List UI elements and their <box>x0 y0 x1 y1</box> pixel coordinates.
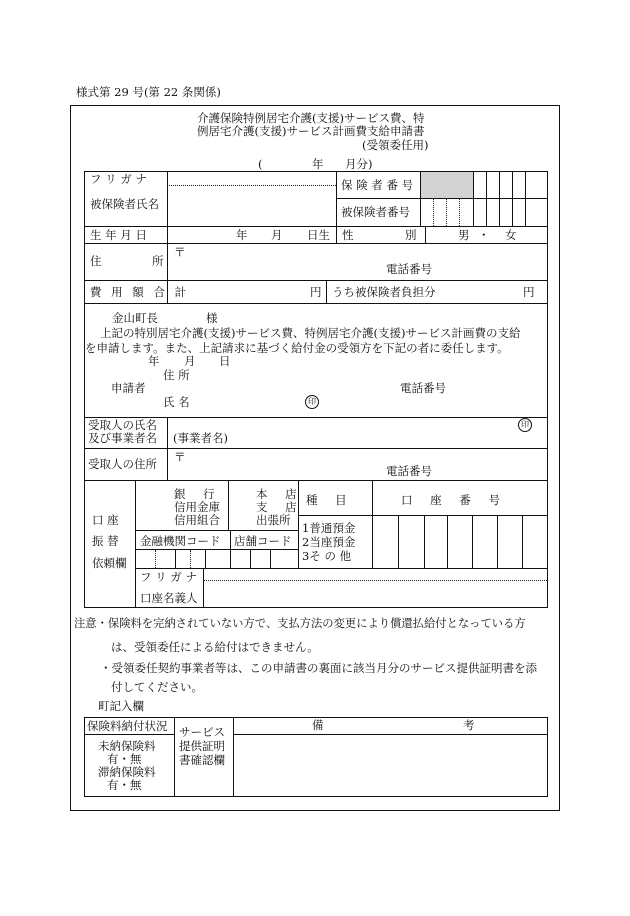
postal-mark: 〒 <box>174 245 186 259</box>
recipient-seal: 印 <box>518 418 532 432</box>
form-title-line1: 介護保険特例居宅介護(支援)サービス費、特 <box>197 111 425 125</box>
applicant-name-label: 氏 名 <box>163 395 190 409</box>
unpaid-premium-label: 未納保険料 <box>98 739 156 753</box>
recipient-phone-label: 電話番号 <box>386 464 432 478</box>
request-month: 月 <box>184 354 196 368</box>
branch-type-shutchojo: 出張所 <box>256 513 291 527</box>
table-line <box>135 549 298 550</box>
remarks-label-b: 考 <box>463 718 475 732</box>
form-title-line3: (受領委任用) <box>362 138 429 152</box>
table-line <box>547 717 548 797</box>
table-line <box>84 171 548 172</box>
table-line <box>135 530 298 531</box>
number-box-dotted <box>433 199 434 226</box>
account-box-line <box>398 515 399 568</box>
period-year: 年 <box>312 157 324 171</box>
frame-right <box>559 105 560 811</box>
service-cert-label-1: サービス <box>179 725 225 739</box>
table-line <box>84 448 548 449</box>
table-line <box>84 303 548 304</box>
note-1b: は、受領委任による給付はできません。 <box>111 640 319 654</box>
yen-1: 円 <box>310 285 322 299</box>
account-holder-label: 口座名義人 <box>140 591 198 605</box>
table-line <box>84 171 85 304</box>
period-open: ( <box>258 157 263 171</box>
code-dotted <box>155 550 156 568</box>
cost-total-label: 費 用 額 合 計 <box>90 285 190 299</box>
birth-day: 日生 <box>307 228 330 242</box>
table-line <box>203 568 204 608</box>
bank-label-3: 依頼欄 <box>92 556 127 570</box>
office-heading: 町記入欄 <box>98 699 144 713</box>
insured-name-label: 被保険者氏名 <box>90 197 159 211</box>
addressee: 金山町長 <box>112 311 158 325</box>
table-line <box>135 480 136 608</box>
table-line <box>84 243 548 244</box>
insurer-no-label: 保 険 者 番 号 <box>341 178 414 192</box>
table-line <box>174 717 175 797</box>
frame-bottom <box>70 810 560 811</box>
number-box-line <box>499 171 500 227</box>
recipient-postal-mark: 〒 <box>174 450 186 464</box>
bank-type-bank: 銀 行 <box>174 487 222 501</box>
bank-label-1: 口 座 <box>92 513 119 527</box>
form-number: 様式第 29 号(第 22 条関係) <box>76 85 221 99</box>
deposit-type-label: 種 目 <box>306 493 354 507</box>
table-line <box>270 549 271 568</box>
self-pay-label: うち被保険者負担分 <box>332 285 436 299</box>
service-cert-label-2: 提供証明 <box>179 739 225 753</box>
number-box-line <box>486 171 487 227</box>
account-box-line <box>522 515 523 568</box>
insurer-box-shaded <box>421 172 473 198</box>
note-2b: 付してください。 <box>111 680 203 694</box>
table-line <box>84 280 548 281</box>
furigana-divider <box>167 185 336 186</box>
furigana-label: フ リ ガ ナ <box>90 172 147 186</box>
table-line <box>233 717 234 797</box>
number-box-line <box>525 171 526 227</box>
yen-2: 円 <box>523 285 535 299</box>
table-line <box>84 717 85 797</box>
account-box-line <box>447 515 448 568</box>
table-line <box>84 417 85 481</box>
applicant-label: 申請者 <box>111 381 146 395</box>
table-line <box>84 734 174 735</box>
table-line <box>84 480 85 608</box>
birth-month: 月 <box>271 228 283 242</box>
sex-label: 性 <box>342 228 354 242</box>
table-line <box>326 280 327 304</box>
table-line <box>372 480 373 568</box>
account-box-line <box>497 515 498 568</box>
applicant-address-label: 住 所 <box>163 368 190 382</box>
payment-status-label: 保険料納付状況 <box>87 719 168 733</box>
sex-label2: 別 <box>405 228 417 242</box>
note-2a: ・受領委任契約事業者等は、この申請書の裏面に該当月分のサービス提供証明書を添 <box>100 661 537 675</box>
form-title-line2: 例居宅介護(支援)サービス計画費支給申請書 <box>197 124 425 138</box>
table-line <box>336 171 337 244</box>
note-1a: 注意・保険料を完納されていない方で、支払方法の変更により償還払給付となっている方 <box>74 617 526 630</box>
applicant-seal: 印 <box>305 395 319 409</box>
account-number-label: 口 座 番 号 <box>401 493 507 507</box>
number-box-line <box>512 171 513 227</box>
table-line <box>205 549 206 568</box>
table-line <box>547 417 548 481</box>
table-line <box>547 480 548 608</box>
table-line <box>84 480 548 481</box>
request-right <box>547 303 548 418</box>
table-line <box>336 198 547 199</box>
branch-code-label: 店舗コード <box>234 534 292 548</box>
deposit-option-2: 2当座預金 <box>302 535 356 549</box>
number-box-dotted <box>446 199 447 226</box>
request-body-2: を申請します。また、上記請求に基づく給付金の受領方を下記の者に委任します。 <box>85 341 509 355</box>
bank-type-shinkin: 信用金庫 <box>174 500 220 514</box>
frame-top <box>70 105 560 106</box>
unpaid-yes-no: 有・無 <box>107 752 142 766</box>
number-box-dotted <box>459 199 460 226</box>
recipient-address-label: 受取人の住所 <box>88 457 157 471</box>
address-label2: 所 <box>152 254 164 268</box>
recipient-name-label-2: 及び事業者名 <box>88 431 157 445</box>
birth-label: 生 年 月 日 <box>90 228 147 242</box>
table-line <box>84 796 548 797</box>
request-year: 年 <box>148 354 160 368</box>
table-line <box>230 530 231 568</box>
deposit-option-1: 1普通預金 <box>302 521 356 535</box>
addressee-sama: 様 <box>206 311 218 325</box>
account-box-line <box>424 515 425 568</box>
table-line <box>250 549 251 568</box>
bank-code-label: 金融機関コード <box>140 534 221 548</box>
remarks-label-a: 備 <box>312 718 324 732</box>
insured-no-label: 被保険者番号 <box>341 205 410 219</box>
request-body-1: 上記の特別居宅介護(支援)サービス費、特例居宅介護(支援)サービス計画費の支給 <box>100 326 521 340</box>
account-box-line <box>472 515 473 568</box>
table-line <box>425 226 426 244</box>
service-cert-label-3: 書確認欄 <box>179 753 225 767</box>
deposit-option-3: 3そ の 他 <box>302 549 352 563</box>
table-line <box>228 480 229 530</box>
overdue-yes-no: 有・無 <box>107 778 142 792</box>
table-line <box>175 549 176 568</box>
period-month: 月分) <box>345 157 373 171</box>
sex-male: 男 <box>458 228 470 242</box>
holder-furigana-label: フ リ ガ ナ <box>140 570 197 584</box>
table-line <box>84 226 548 227</box>
branch-type-honten: 本 店 <box>256 487 304 501</box>
table-line <box>298 515 548 516</box>
business-name-label: (事業者名) <box>173 431 228 445</box>
table-line <box>167 417 168 481</box>
bank-type-kumiai: 信用組合 <box>174 513 220 527</box>
table-line <box>547 171 548 304</box>
bank-label-2: 振 替 <box>92 534 119 548</box>
phone-label: 電話番号 <box>386 262 432 276</box>
sex-dot: ・ <box>478 228 490 242</box>
applicant-phone-label: 電話番号 <box>400 381 446 395</box>
table-line <box>84 607 548 608</box>
recipient-name-label-1: 受取人の氏名 <box>88 418 157 432</box>
birth-year: 年 <box>236 228 248 242</box>
request-day: 日 <box>219 354 231 368</box>
branch-type-shiten: 支 店 <box>256 500 304 514</box>
code-dotted <box>190 550 191 568</box>
overdue-premium-label: 滞納保険料 <box>98 765 156 779</box>
holder-furigana-divider <box>203 580 547 581</box>
address-label: 住 <box>90 254 102 268</box>
table-line <box>233 734 548 735</box>
frame-left <box>70 105 71 811</box>
sex-female: 女 <box>505 228 517 242</box>
request-left <box>84 303 85 418</box>
number-box-line <box>473 171 474 227</box>
table-line <box>135 568 548 569</box>
